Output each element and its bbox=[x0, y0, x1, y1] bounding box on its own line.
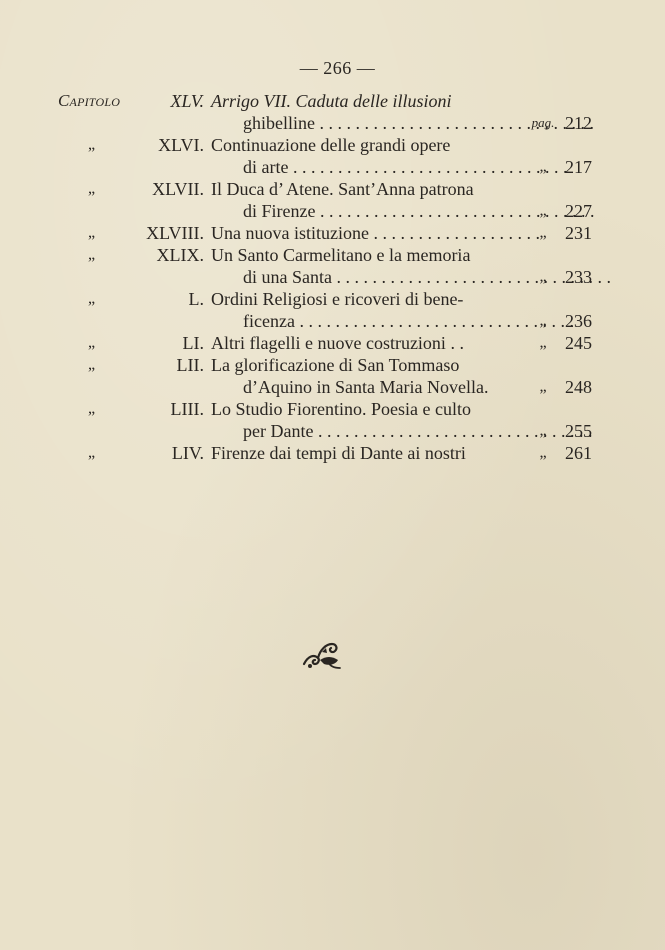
ditto-mark: „ bbox=[88, 246, 96, 263]
chapter-number: L. bbox=[188, 289, 204, 309]
ditto-mark: „ bbox=[539, 444, 547, 461]
chapter-title: Lo Studio Fiorentino. Poesia e culto bbox=[211, 399, 471, 419]
ditto-mark: „ bbox=[88, 400, 96, 417]
page-reference: 217 bbox=[565, 157, 592, 177]
chapter-number: LII. bbox=[176, 355, 204, 375]
page-reference: 255 bbox=[565, 421, 592, 441]
page-number: — 266 — bbox=[299, 58, 376, 78]
page-reference: 233 bbox=[565, 267, 592, 287]
chapter-title: Firenze dai tempi di Dante ai nostri bbox=[211, 443, 466, 463]
chapter-title-continued: ghibelline . . . bbox=[243, 112, 511, 134]
chapter-number: XLV. bbox=[170, 91, 204, 111]
chapter-title: La glorificazione di San Tommaso bbox=[211, 355, 460, 375]
toc-entry bbox=[58, 178, 618, 222]
chapter-title-continued: di una Santa . . . bbox=[243, 266, 511, 288]
ditto-mark: „ bbox=[88, 136, 96, 153]
toc-entry bbox=[58, 354, 618, 398]
chapter-number: XLVIII. bbox=[146, 223, 204, 243]
ditto-mark: „ bbox=[88, 334, 96, 351]
chapter-number: LI. bbox=[182, 333, 204, 353]
toc-entry bbox=[58, 244, 618, 288]
pag-label: pag. bbox=[531, 115, 555, 130]
ditto-mark: „ bbox=[88, 356, 96, 373]
page-reference: 227 bbox=[565, 201, 592, 221]
chapter-title: Altri flagelli e nuove costruzioni . . bbox=[211, 333, 464, 353]
page-reference: 236 bbox=[565, 311, 592, 331]
chapter-title: Arrigo VII. Caduta delle illusioni bbox=[211, 91, 452, 111]
page-reference: 248 bbox=[565, 377, 592, 397]
ditto-mark: „ bbox=[88, 224, 96, 241]
toc-entry bbox=[58, 288, 618, 332]
page-reference: 212 bbox=[565, 113, 592, 133]
toc-entry bbox=[58, 398, 618, 442]
ditto-mark: „ bbox=[539, 312, 547, 329]
chapter-title-continued: ficenza . . . bbox=[243, 310, 511, 332]
chapter-title: Una nuova istituzione . . . . . . . . . . . . . . . . . . . bbox=[211, 223, 540, 243]
toc-entry bbox=[58, 332, 618, 354]
page-reference: 231 bbox=[565, 223, 592, 243]
chapter-title-continued: di Firenze . . . bbox=[243, 200, 511, 222]
chapter-number: XLVII. bbox=[152, 179, 204, 199]
ditto-mark: „ bbox=[539, 202, 547, 219]
toc-entry bbox=[58, 90, 618, 134]
ditto-mark: „ bbox=[539, 268, 547, 285]
chapter-title: Ordini Religiosi e ricoveri di bene- bbox=[211, 289, 464, 309]
toc-entry bbox=[58, 222, 618, 244]
chapter-number: LIV. bbox=[171, 443, 204, 463]
chapter-number: XLIX. bbox=[156, 245, 204, 265]
ditto-mark: „ bbox=[539, 422, 547, 439]
ditto-mark: „ bbox=[88, 180, 96, 197]
chapter-number: XLVI. bbox=[158, 135, 204, 155]
toc-entry bbox=[58, 134, 618, 178]
chapter-number: LIII. bbox=[170, 399, 204, 419]
ditto-mark: „ bbox=[539, 378, 547, 395]
toc-entry bbox=[58, 442, 618, 464]
chapter-title-continued: per Dante . . . bbox=[243, 420, 511, 442]
chapter-title-continued: d’Aquino in Santa Maria Novella. bbox=[243, 377, 489, 397]
ditto-mark: „ bbox=[539, 158, 547, 175]
chapter-title: Il Duca d’ Atene. Sant’Anna patrona bbox=[211, 179, 474, 199]
page-reference: 261 bbox=[565, 443, 592, 463]
ditto-mark: „ bbox=[539, 224, 547, 241]
fleuron-icon bbox=[300, 638, 344, 672]
ditto-mark: „ bbox=[539, 334, 547, 351]
chapter-title: Un Santo Carmelitano e la memoria bbox=[211, 245, 471, 265]
chapter-label: Capitolo bbox=[58, 91, 121, 110]
chapter-title-continued: di arte . . . bbox=[243, 156, 511, 178]
ditto-mark: „ bbox=[88, 444, 96, 461]
page-reference: 245 bbox=[565, 333, 592, 353]
ditto-mark: „ bbox=[88, 290, 96, 307]
table-of-contents bbox=[58, 90, 618, 464]
chapter-title: Continuazione delle grandi opere bbox=[211, 135, 451, 155]
